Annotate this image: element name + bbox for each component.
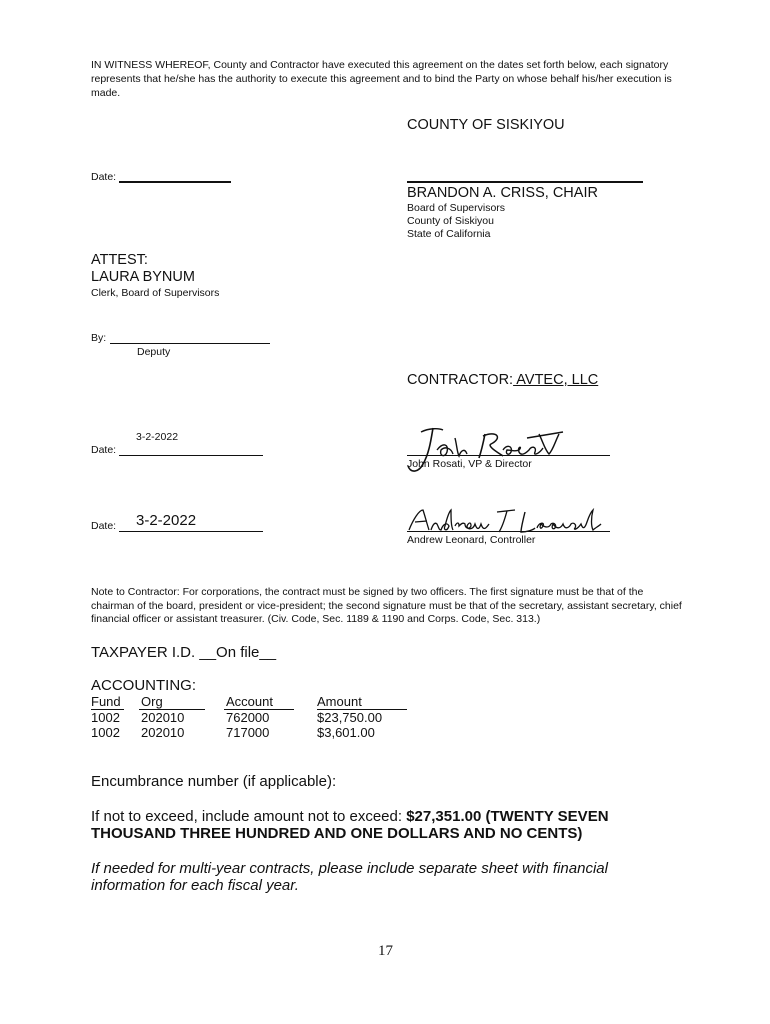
attest-name: LAURA BYNUM bbox=[91, 269, 195, 285]
contractor-date2-line bbox=[119, 531, 263, 532]
accounting-row2-amount: $3,601.00 bbox=[317, 725, 375, 740]
accounting-header-org: Org bbox=[141, 694, 163, 709]
contractor-heading bbox=[407, 372, 598, 388]
attest-title: Clerk, Board of Supervisors bbox=[91, 287, 220, 299]
encumbrance-text: Encumbrance number (if applicable): bbox=[91, 773, 337, 790]
county-signer-line-3: State of California bbox=[407, 228, 491, 240]
accounting-header-account: Account bbox=[226, 694, 273, 709]
county-date-line bbox=[119, 181, 231, 183]
not-to-exceed-amount: $27,351.00 (TWENTY SEVEN THOUSAND THREE HUNDRED AND ONE DOLLARS AND NO CENTS) bbox=[91, 808, 609, 842]
taxpayer-label: TAXPAYER I.D. bbox=[91, 644, 200, 661]
not-to-exceed-text bbox=[91, 808, 651, 842]
county-signer-line-2: County of Siskiyou bbox=[407, 215, 494, 227]
contractor-date1-line bbox=[119, 455, 263, 456]
contractor-date1-value: 3-2-2022 bbox=[136, 431, 179, 443]
contractor-date2-value: 3-2-2022 bbox=[136, 512, 197, 529]
contractor-signer2: Andrew Leonard, Controller bbox=[407, 534, 536, 546]
accounting-row2-org: 202010 bbox=[141, 725, 185, 740]
taxpayer-value: __On file__ bbox=[199, 644, 277, 661]
attest-deputy-label: Deputy bbox=[137, 346, 171, 358]
contractor-label: CONTRACTOR: bbox=[407, 372, 514, 388]
accounting-row1-fund: 1002 bbox=[91, 710, 120, 725]
contractor-date2-label: Date: bbox=[91, 520, 117, 532]
contractor-name: AVTEC, LLC bbox=[513, 372, 599, 388]
county-signer-name: BRANDON A. CRISS, CHAIR bbox=[407, 185, 598, 201]
accounting-row1-amount: $23,750.00 bbox=[317, 710, 383, 725]
county-heading: COUNTY OF SISKIYOU bbox=[407, 117, 565, 133]
contractor-signer1: John Rosati, VP & Director bbox=[407, 458, 532, 470]
accounting-row2-fund: 1002 bbox=[91, 725, 120, 740]
contractor-date1-label: Date: bbox=[91, 444, 117, 456]
accounting-header-fund: Fund bbox=[91, 694, 121, 709]
county-date-label: Date: bbox=[91, 171, 117, 183]
attest-heading: ATTEST: bbox=[91, 252, 148, 268]
accounting-row1-org: 202010 bbox=[141, 710, 185, 725]
multi-year-text: If needed for multi-year contracts, please include separate sheet with financial information for each fiscal year. bbox=[91, 860, 608, 894]
county-signature-line bbox=[407, 181, 643, 183]
note-to-contractor: Note to Contractor: For corporations, the contract must be signed by two officers. The first signature must be that of the chairman of the board, president or vice-president; the second signature must be that of the secretary, assistant secretary, chief financial officer or assistant treasurer. (Civ. Code, Sec. 1189 & 1190 and Corps. Code, Sec. 313.) bbox=[91, 586, 682, 625]
accounting-heading: ACCOUNTING: bbox=[91, 677, 196, 694]
accounting-row2-account: 717000 bbox=[226, 725, 270, 740]
county-signer-line-1: Board of Supervisors bbox=[407, 202, 506, 214]
witness-paragraph: IN WITNESS WHEREOF, County and Contractor have executed this agreement on the dates set forth below, each signatory represents that he/she has the authority to execute this agreement and to bind the Party on whose behalf his/her execution is made. bbox=[91, 59, 672, 99]
attest-by-line bbox=[110, 343, 270, 344]
contractor-signature2-line bbox=[407, 531, 610, 532]
not-to-exceed-prefix: If not to exceed, include amount not to exceed: bbox=[91, 808, 407, 825]
accounting-row1-account: 762000 bbox=[226, 710, 270, 725]
accounting-header-amount: Amount bbox=[317, 694, 362, 709]
page-number: 17 bbox=[378, 943, 393, 959]
attest-by-label: By: bbox=[91, 332, 107, 344]
taxpayer-id bbox=[91, 644, 276, 661]
signature-john-rosati bbox=[403, 420, 563, 480]
contractor-signature1-line bbox=[407, 455, 610, 456]
